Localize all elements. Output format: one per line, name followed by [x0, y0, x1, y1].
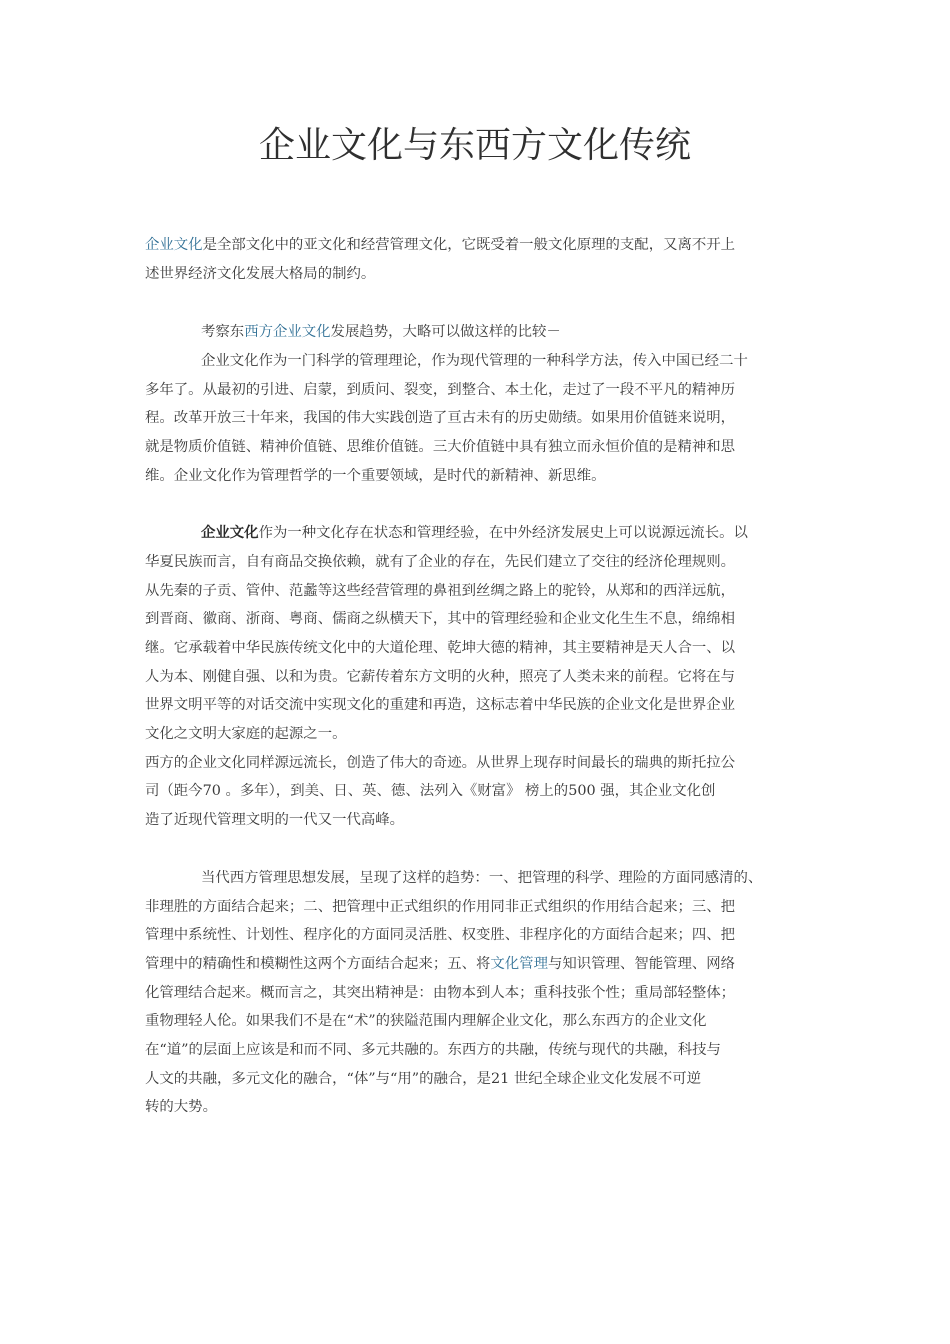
paragraph-6-line: 非理胜的方面结合起来；二、把管理中正式组织的作用同非正式组织的作用结合起来；三、把 [145, 899, 736, 915]
paragraph-6-line: 人文的共融，多元文化的融合，“体”与“用”的融合，是21 世纪全球企业文化发展不可逆 [145, 1071, 701, 1087]
paragraph-3-line: 维。企业文化作为管理哲学的一个重要领域，是时代的新精神、新思维。 [145, 468, 606, 484]
paragraph-6-line: 管理中的精确性和模糊性这两个方面结合起来；五、将文化管理与知识管理、智能管理、网络 [145, 956, 736, 972]
paragraph-2: 考察东西方企业文化发展趋势，大略可以做这样的比较－ [201, 324, 561, 340]
paragraph-1-line-1: 企业文化是全部文化中的亚文化和经营管理文化，它既受着一般文化原理的支配，又离不开上 [145, 237, 736, 253]
bold-enterprise-culture: 企业文化 [201, 524, 259, 541]
paragraph-5-line: 司（距今70 。多年），到美、日、英、德、法列入《财富》 榜上的500 强，其企业文化创 [145, 783, 716, 799]
paragraph-1-line-2: 述世界经济文化发展大格局的制约。 [145, 266, 376, 282]
paragraph-6-line: 重物理轻人伦。如果我们不是在“术”的狭隘范围内理解企业文化，那么东西方的企业文化 [145, 1013, 707, 1029]
paragraph-4-line: 继。它承载着中华民族传统文化中的大道伦理、乾坤大德的精神，其主要精神是天人合一、以 [145, 640, 736, 656]
paragraph-4-line: 文化之文明大家庭的起源之一。 [145, 726, 347, 742]
paragraph-3-line: 多年了。从最初的引进、启蒙，到质问、裂变，到整合、本土化，走过了一段不平凡的精神历 [145, 382, 736, 398]
paragraph-5-line: 西方的企业文化同样源远流长，创造了伟大的奇迹。从世界上现存时间最长的瑞典的斯托拉公 [145, 755, 736, 771]
paragraph-6-line: 化管理结合起来。概而言之，其突出精神是：由物本到人本；重科技张个性；重局部轻整体； [145, 985, 736, 1001]
paragraph-4-line: 世界文明平等的对话交流中实现文化的重建和再造，这标志着中华民族的企业文化是世界企业 [145, 697, 736, 713]
paragraph-6-line: 管理中系统性、计划性、程序化的方面同灵活胜、权变胜、非程序化的方面结合起来；四、把 [145, 927, 736, 943]
paragraph-6-line: 转的大势。 [145, 1099, 217, 1115]
paragraph-4-line: 到晋商、徽商、浙商、粤商、儒商之纵横天下，其中的管理经验和企业文化生生不息，绵绵相 [145, 611, 736, 627]
paragraph-4-line: 人为本、刚健自强、以和为贵。它薪传着东方文明的火种，照亮了人类未来的前程。它将在与 [145, 669, 736, 685]
paragraph-3-line: 企业文化作为一门科学的管理理论，作为现代管理的一种科学方法，传入中国已经二十 [201, 353, 748, 369]
link-enterprise-culture[interactable]: 企业文化 [145, 237, 203, 253]
paragraph-3-line: 程。改革开放三十年来，我国的伟大实践创造了亘古未有的历史勋绩。如果用价值链来说明， [145, 410, 736, 426]
paragraph-6-line: 在“道”的层面上应该是和而不同、多元共融的。东西方的共融，传统与现代的共融，科技与 [145, 1042, 721, 1058]
link-western-enterprise-culture[interactable]: 西方企业文化 [244, 324, 331, 340]
paragraph-5-line: 造了近现代管理文明的一代又一代高峰。 [145, 812, 405, 828]
paragraph-4-line: 从先秦的子贡、管仲、范蠡等这些经营管理的鼻祖到丝绸之路上的驼铃，从郑和的西洋远航， [145, 583, 736, 599]
page-title: 企业文化与东西方文化传统 [258, 125, 691, 166]
paragraph-6-line: 当代西方管理思想发展，呈现了这样的趋势：一、把管理的科学、理险的方面同感清的、 [201, 870, 763, 886]
link-culture-management[interactable]: 文化管理 [490, 956, 548, 972]
paragraph-4-line: 企业文化作为一种文化存在状态和管理经验，在中外经济发展史上可以说源远流长。以 [201, 524, 748, 541]
paragraph-4-line: 华夏民族而言，自有商品交换依赖，就有了企业的存在，先民们建立了交往的经济伦理规则。 [145, 554, 736, 570]
paragraph-3-line: 就是物质价值链、精神价值链、思维价值链。三大价值链中具有独立而永恒价值的是精神和思 [145, 439, 736, 455]
